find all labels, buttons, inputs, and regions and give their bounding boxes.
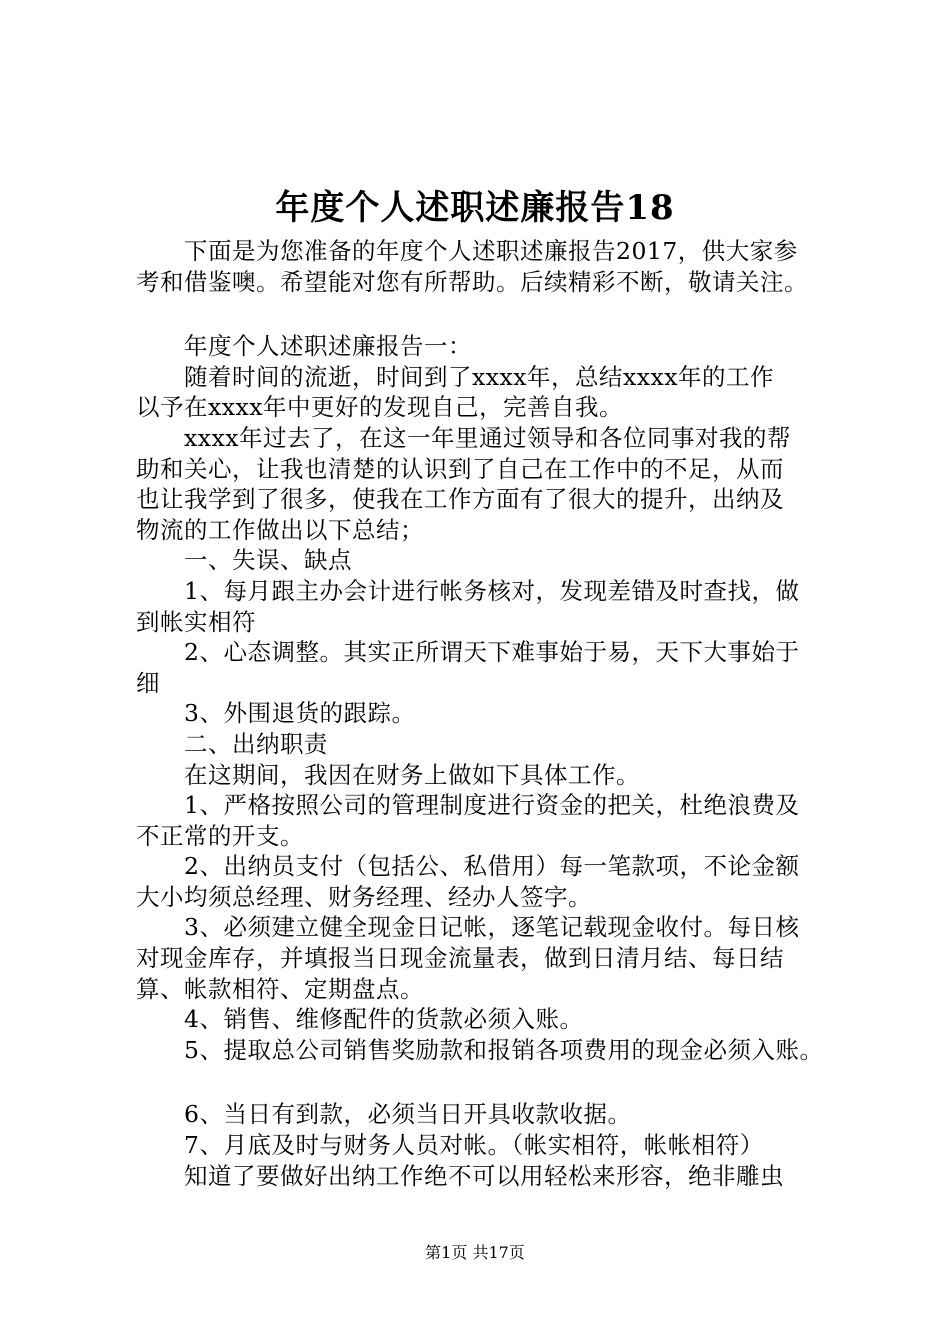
list-item-continued: 对现金库存，并填报当日现金流量表，做到日清月结、每日结 [136,944,784,973]
paragraph-line: 以予在xxxx年中更好的发现自己，完善自我。 [136,393,624,422]
intro-line: 考和借鉴噢。希望能对您有所帮助。后续精彩不断，敬请关注。 [136,267,808,296]
paragraph-line: 也让我学到了很多，使我在工作方面有了很大的提升，出纳及 [136,485,784,514]
paragraph-line: 在这期间，我因在财务上做如下具体工作。 [184,760,640,789]
list-item-continued: 不正常的开支。 [136,821,304,850]
list-item: 7、月底及时与财务人员对帐。（帐实相符，帐帐相符） [184,1131,764,1160]
section-heading: 二、出纳职责 [184,729,328,758]
list-item: 1、严格按照公司的管理制度进行资金的把关，杜绝浪费及 [184,791,800,820]
list-item-continued: 到帐实相符 [136,607,256,636]
document-title: 年度个人述职述廉报告18 [275,188,675,228]
list-item-continued: 细 [136,668,160,697]
document-body [136,236,856,1191]
list-item-continued: 大小均须总经理、财务经理、经办人签字。 [136,882,592,911]
list-item: 4、销售、维修配件的货款必须入账。 [184,1005,584,1034]
intro-line: 下面是为您准备的年度个人述职述廉报告2017，供大家参 [184,237,798,265]
list-item: 5、提取总公司销售奖励款和报销各项费用的现金必须入账。 [184,1035,824,1064]
paragraph-gap [136,1065,856,1099]
list-item: 3、外围退货的跟踪。 [184,699,416,728]
page-footer: 第1页 共17页 [425,1243,525,1262]
paragraph-line: 知道了要做好出纳工作绝不可以用轻松来形容，绝非雕虫 [184,1161,784,1190]
list-item: 2、心态调整。其实正所谓天下难事始于易，天下大事始于 [184,638,800,667]
list-item-continued: 算、帐款相符、定期盘点。 [136,974,424,1003]
paragraph-line: 随着时间的流逝，时间到了xxxx年，总结xxxx年的工作 [184,362,775,391]
list-item: 6、当日有到款，必须当日开具收款收据。 [184,1100,632,1129]
list-item: 3、必须建立健全现金日记帐，逐笔记载现金收付。每日核 [184,913,800,942]
list-item: 1、每月跟主办会计进行帐务核对，发现差错及时查找，做 [184,576,800,605]
section-heading: 一、失误、缺点 [184,546,352,575]
paragraph-gap [136,297,856,331]
paragraph-line: 物流的工作做出以下总结； [136,515,424,544]
section-heading: 年度个人述职述廉报告一： [184,332,472,361]
paragraph-line: xxxx年过去了，在这一年里通过领导和各位同事对我的帮 [184,423,792,452]
list-item: 2、出纳员支付（包括公、私借用）每一笔款项，不论金额 [184,852,800,881]
paragraph-line: 助和关心，让我也清楚的认识到了自己在工作中的不足，从而 [136,454,784,483]
